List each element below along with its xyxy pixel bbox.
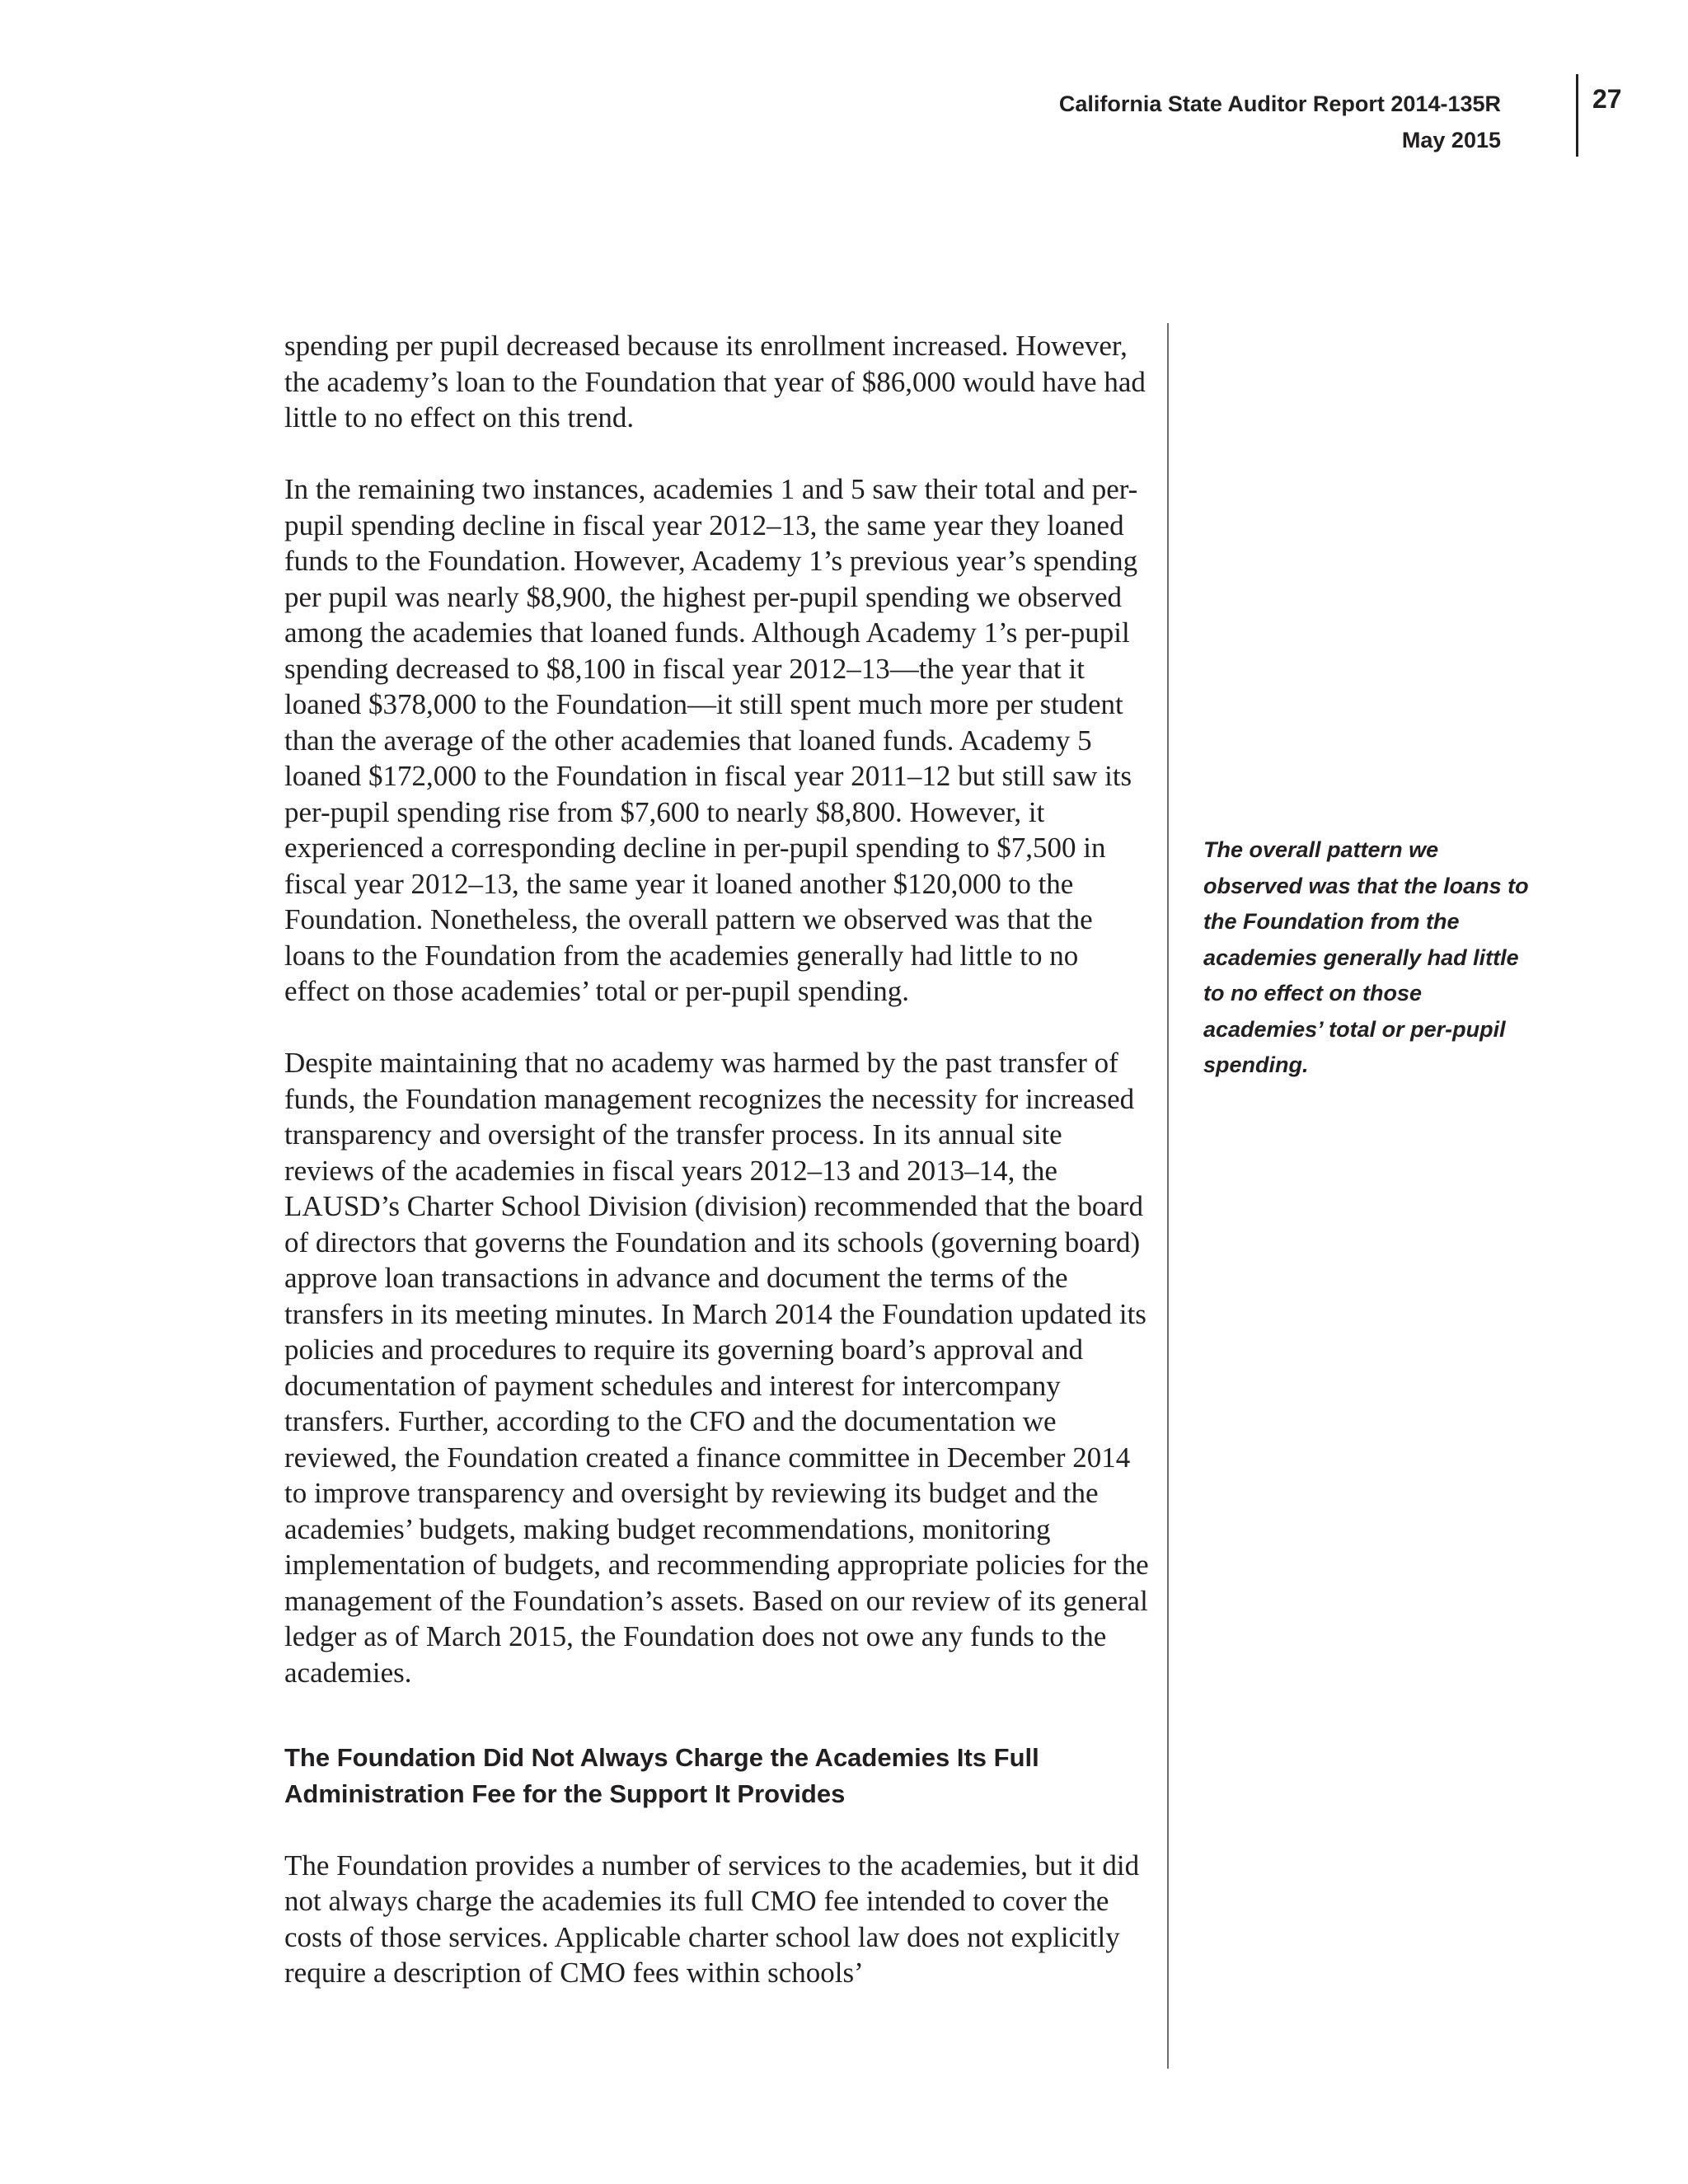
report-title: California State Auditor Report 2014-135R — [1058, 91, 1501, 116]
main-text-column — [284, 328, 1150, 2027]
column-divider — [1167, 323, 1169, 2069]
sidebar-pull-quote: The overall pattern we observed was that the loans to the Foundation from the academies generally had little to no effect on those academies’ total or per-pupil spending. — [1203, 837, 1529, 1077]
section-heading: The Foundation Did Not Always Charge the Academies Its Full Administration Fee for the Support It Provides — [284, 1743, 1039, 1808]
body-paragraph-4: The Foundation provides a number of services to the academies, but it did not always charge the academies its full CMO fee intended to cover the costs of those services. Applicable charter school law does not explicitly require a description of CMO fees within schools’ — [284, 1849, 1140, 1989]
body-paragraph-1: spending per pupil decreased because its enrollment increased. However, the academy’s loan to the Foundation that year of $86,000 would have had little to no effect on this trend. — [284, 330, 1146, 434]
header-divider — [1576, 74, 1578, 157]
report-date: May 2015 — [1401, 128, 1501, 152]
page-number: 27 — [1592, 84, 1622, 114]
report-header — [1059, 86, 1501, 158]
body-paragraph-2: In the remaining two instances, academies 1 and 5 saw their total and per-pupil spending decline in fiscal year 2012–13, the same year they loaned funds to the Foundation. However, Academy 1’s previous year’s spending per pupil was nearly $8,900, the highest per-pupil spending we observed among the academies that loaned funds. Although Academy 1’s per-pupil spending decreased to $8,100 in fiscal year 2012–13—the year that it loaned $378,000 to the Foundation—it still spent much more per student than the average of the other academies that loaned funds. Academy 5 loaned $172,000 to the Foundation in fiscal year 2011–12 but still saw its per-pupil spending rise from $7,600 to nearly $8,800. However, it experienced a corresponding decline in per-pupil spending to $7,500 in fiscal year 2012–13, the same year it loaned another $120,000 to the Foundation. Nonetheless, the overall pattern we observed was that the loans to the Foundation from the academies generally had little to no effect on those academies’ total or per-pupil spending. — [284, 473, 1138, 1007]
body-paragraph-3: Despite maintaining that no academy was harmed by the past transfer of funds, the Foundation management recognizes the necessity for increased transparency and oversight of the transfer process. In its annual site reviews of the academies in fiscal years 2012–13 and 2013–14, the LAUSD’s Charter School Division (division) recommended that the board of directors that governs the Foundation and its schools (governing board) approve loan transactions in advance and document the terms of the transfers in its meeting minutes. In March 2014 the Foundation updated its policies and procedures to require its governing board’s approval and documentation of payment schedules and interest for intercompany transfers. Further, according to the CFO and the documentation we reviewed, the Foundation created a finance committee in December 2014 to improve transparency and oversight by reviewing its budget and the academies’ budgets, making budget recommendations, monitoring implementation of budgets, and recommending appropriate policies for the management of the Foundation’s assets. Based on our review of its general ledger as of March 2015, the Foundation does not owe any funds to the academies. — [284, 1047, 1149, 1689]
